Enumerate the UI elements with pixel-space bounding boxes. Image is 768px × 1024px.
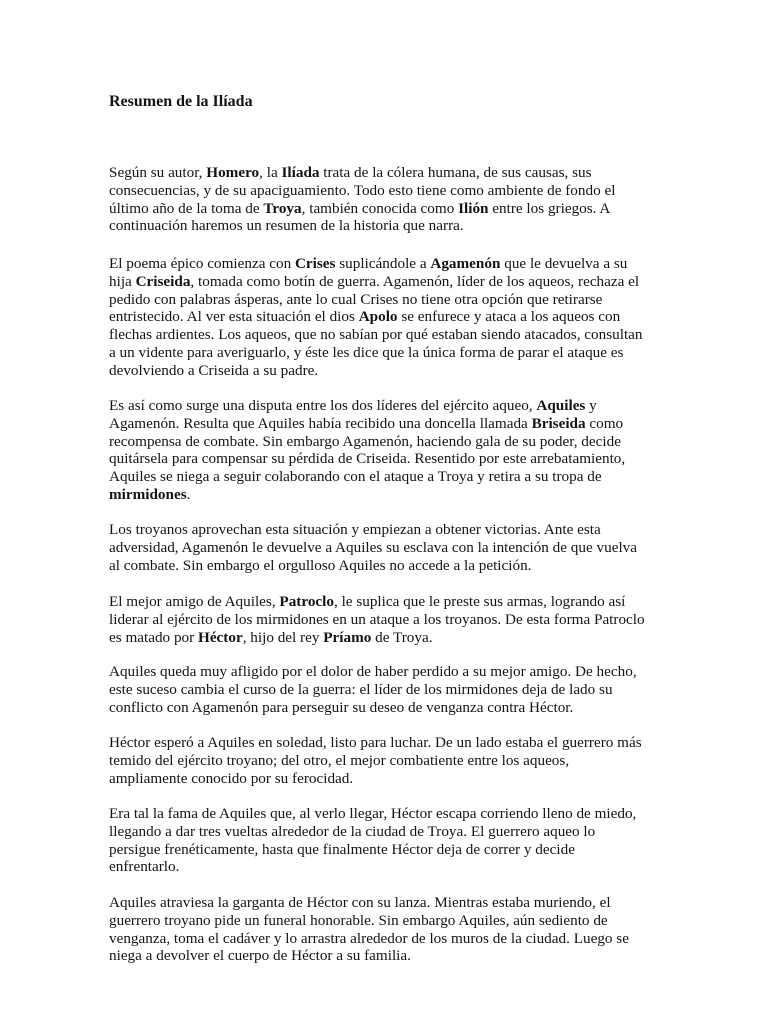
text-run: , tomada como botín de guerra. Agamenón, líder de los aqueos, rechaza el xyxy=(190,272,640,290)
emphasized-term: Aquiles xyxy=(536,397,586,414)
text-run: como xyxy=(585,414,624,432)
paragraph-4 xyxy=(109,521,637,574)
text-run: . xyxy=(186,485,191,503)
text-run: y xyxy=(585,397,597,414)
text-run: persigue frenéticamente, hasta que finalmente Héctor deja de correr y decide xyxy=(109,840,575,858)
emphasized-term: Héctor xyxy=(198,628,243,646)
emphasized-term: Príamo xyxy=(323,628,372,646)
text-run: devolviendo a Criseida a su padre. xyxy=(109,361,319,379)
text-run: recompensa de combate. Sin embargo Agamenón, haciendo gala de su poder, decide xyxy=(109,432,621,450)
text-run: venganza, toma el cadáver y lo arrastra alrededor de los muros de la ciudad. Luego se xyxy=(109,929,629,947)
text-run: último año de la toma de xyxy=(109,199,264,217)
paragraph-7 xyxy=(109,734,642,787)
text-run: al combate. Sin embargo el orgulloso Aquiles no accede a la petición. xyxy=(109,556,532,574)
text-run: Aquiles se niega a seguir colaborando con el ataque a Troya y retira a su tropa de xyxy=(109,468,602,486)
text-run: suplicándole a xyxy=(335,255,431,272)
text-run: , la xyxy=(259,164,282,181)
text-run: consecuencias, y de su apaciguamiento. Todo esto tiene como ambiente de fondo el xyxy=(109,181,616,199)
text-run: Los troyanos aprovechan esta situación y empiezan a obtener victorias. Ante esta xyxy=(109,521,601,538)
text-run: Aquiles atraviesa la garganta de Héctor con su lanza. Mientras estaba muriendo, el xyxy=(109,894,611,911)
emphasized-term: Apolo xyxy=(358,308,398,326)
text-run: entre los griegos. A xyxy=(488,199,611,217)
paragraph-5 xyxy=(109,593,645,646)
text-run: quitársela para compensar su pérdida de Criseida. Resentido por este arrebatamiento, xyxy=(109,450,626,468)
text-run: enfrentarlo. xyxy=(109,858,180,876)
emphasized-term: mirmidones xyxy=(109,485,187,503)
text-run: , también conocida como xyxy=(301,199,459,217)
text-run: liderar al ejército de los mirmidones en un ataque a los troyanos. De esta forma Patroclo xyxy=(109,610,645,628)
text-run: Es así como surge una disputa entre los dos líderes del ejército aqueo, xyxy=(109,397,537,414)
text-run: conflicto con Agamenón para perseguir su deseo de venganza contra Héctor. xyxy=(109,698,574,716)
paragraph-3 xyxy=(109,397,625,504)
text-run: temido del ejército troyano; del otro, el mejor combatiente entre los aqueos, xyxy=(109,751,570,769)
text-run: llegando a dar tres vueltas alrededor de la ciudad de Troya. El guerrero aqueo lo xyxy=(109,822,596,840)
emphasized-term: Agamenón xyxy=(430,255,501,272)
paragraph-1 xyxy=(109,164,615,235)
paragraph-9 xyxy=(109,894,629,965)
emphasized-term: Ilión xyxy=(458,199,489,217)
emphasized-term: Troya xyxy=(263,199,302,217)
text-run: de Troya. xyxy=(371,628,433,646)
paragraph-8 xyxy=(109,805,636,876)
text-run: trata de la cólera humana, de sus causas, sus xyxy=(319,164,592,181)
text-run: se enfurece y ataca a los aqueos con xyxy=(397,308,621,326)
document-title: Resumen de la Ilíada xyxy=(109,93,253,110)
text-run: este suceso cambia el curso de la guerra: el líder de los mirmidones deja de lado su xyxy=(109,680,613,698)
emphasized-term: Homero xyxy=(206,164,260,181)
emphasized-term: Patroclo xyxy=(279,593,334,610)
text-run: Héctor esperó a Aquiles en soledad, listo para luchar. De un lado estaba el guerrero más xyxy=(109,734,642,751)
text-run: guerrero troyano pide un funeral honorable. Sin embargo Aquiles, aún sediento de xyxy=(109,911,608,929)
paragraph-2 xyxy=(109,255,643,380)
text-run: hija xyxy=(109,272,136,290)
text-run: Aquiles queda muy afligido por el dolor de haber perdido a su mejor amigo. De hecho, xyxy=(109,663,637,680)
text-run: adversidad, Agamenón le devuelve a Aquiles su esclava con la intención de que vuelva xyxy=(109,538,638,556)
text-run: niega a devolver el cuerpo de Héctor a su familia. xyxy=(109,947,411,965)
text-run: Agamenón. Resulta que Aquiles había recibido una doncella llamada xyxy=(109,414,532,432)
text-run: flechas ardientes. Los aqueos, que no sabían por qué estaban siendo atacados, consultan xyxy=(109,326,643,344)
text-run: , hijo del rey xyxy=(242,628,324,646)
emphasized-term: Ilíada xyxy=(281,164,320,181)
text-run: entristecido. Al ver esta situación el dios xyxy=(109,308,359,326)
text-run: ampliamente conocido por su ferocidad. xyxy=(109,769,354,787)
text-run: El poema épico comienza con xyxy=(109,255,295,272)
text-run: a un vidente para averiguarlo, y éste les dice que la única forma de parar el ataque es xyxy=(109,343,624,361)
emphasized-term: Crises xyxy=(294,255,336,272)
text-run: Según su autor, xyxy=(109,164,207,181)
text-run: , le suplica que le preste sus armas, logrando así xyxy=(333,593,626,610)
text-run: continuación haremos un resumen de la historia que narra. xyxy=(109,217,464,235)
emphasized-term: Briseida xyxy=(531,414,586,432)
text-run: Era tal la fama de Aquiles que, al verlo llegar, Héctor escapa corriendo lleno de miedo, xyxy=(109,805,637,822)
text-run: El mejor amigo de Aquiles, xyxy=(109,593,280,610)
text-run: pedido con palabras ásperas, ante lo cual Crises no tiene otra opción que retirarse xyxy=(109,290,603,308)
emphasized-term: Criseida xyxy=(135,272,191,290)
text-run: que le devuelva a su xyxy=(500,255,628,272)
text-run: es matado por xyxy=(109,628,198,646)
paragraph-6 xyxy=(109,663,637,716)
